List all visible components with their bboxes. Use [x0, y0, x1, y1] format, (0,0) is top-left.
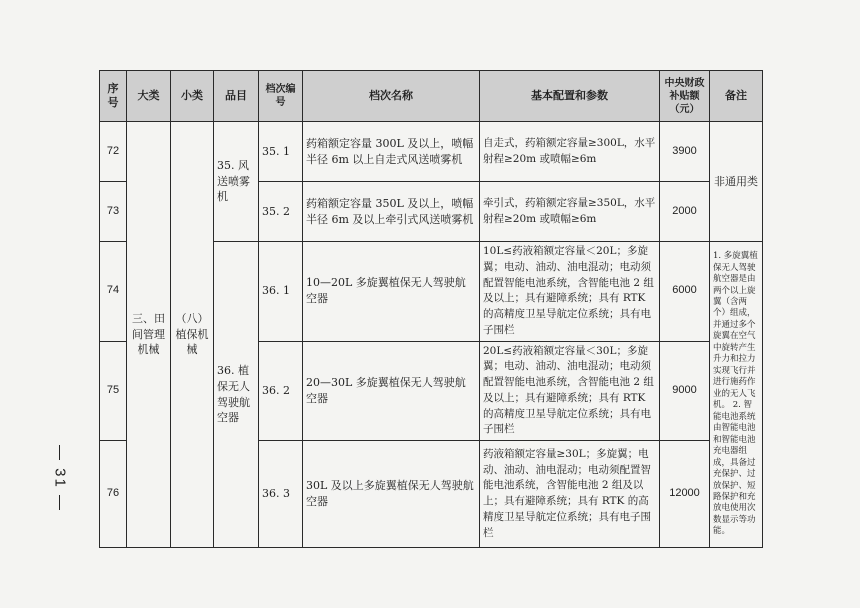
- row-name: 药箱额定容量 350L 及以上，喷幅半径 6m 及以上牵引式风送喷雾机: [303, 182, 480, 242]
- page-number: — 31 —: [51, 444, 69, 513]
- item-35: 35. 风送喷雾机: [214, 122, 259, 242]
- row-seq: 76: [100, 441, 127, 548]
- header-remark: 备注: [710, 71, 763, 122]
- header-tier-name: 档次名称: [303, 71, 480, 122]
- row-amount: 9000: [660, 341, 710, 441]
- subsidy-table: [99, 70, 763, 548]
- row-config: 10L≤药液箱额定容量＜20L；多旋翼；电动、油动、油电混动；电动须配置智能电池系统，含智能电池 2 组及以上；具有避障系统；具有 RTK 的高精度卫星导航定位系统；具有电子围栏: [480, 242, 660, 342]
- row-config: 牵引式，药箱额定容量≥350L，水平射程≥20m 或喷幅≥6m: [480, 182, 660, 242]
- row-code: 36. 2: [259, 341, 303, 441]
- row-code: 36. 1: [259, 242, 303, 342]
- row-amount: 6000: [660, 242, 710, 342]
- row-amount: 12000: [660, 441, 710, 548]
- row-seq: 75: [100, 341, 127, 441]
- remark-non-general: 非通用类: [710, 122, 763, 242]
- header-tier-code: 档次编号: [259, 71, 303, 122]
- row-name: 20—30L 多旋翼植保无人驾驶航空器: [303, 341, 480, 441]
- table-row: [100, 122, 763, 182]
- header-config: 基本配置和参数: [480, 71, 660, 122]
- row-code: 36. 3: [259, 441, 303, 548]
- row-config: 自走式，药箱额定容量≥300L，水平射程≥20m 或喷幅≥6m: [480, 122, 660, 182]
- header-seq: 序号: [100, 71, 127, 122]
- row-config: 20L≤药液箱额定容量＜30L；多旋翼；电动、油动、油电混动；电动须配置智能电池系统，含智能电池 2 组及以上；具有避障系统；具有 RTK 的高精度卫星导航定位系统；具有电子围栏: [480, 341, 660, 441]
- row-amount: 2000: [660, 182, 710, 242]
- row-seq: 73: [100, 182, 127, 242]
- remark-uav-definition: 1. 多旋翼植保无人驾驶航空器是由两个以上旋翼（含两个）组成，并通过多个旋翼在空气中旋转产生升力和拉力实现飞行并进行施药作业的无人飞机。 2. 智能电池系统由智能电池和智能电池充电器组成，具备过充保护、过放保护、短路保护和充放电使用次数显示等功能。: [710, 242, 763, 548]
- item-36: 36. 植保无人驾驶航空器: [214, 242, 259, 548]
- row-code: 35. 2: [259, 182, 303, 242]
- header-row: [100, 71, 763, 122]
- header-subsidy: 中央财政补贴额（元）: [660, 71, 710, 122]
- row-seq: 72: [100, 122, 127, 182]
- row-name: 药箱额定容量 300L 及以上，喷幅半径 6m 以上自走式风送喷雾机: [303, 122, 480, 182]
- row-name: 30L 及以上多旋翼植保无人驾驶航空器: [303, 441, 480, 548]
- header-minor: 小类: [171, 71, 214, 122]
- minor-category: （八）植保机械: [171, 122, 214, 548]
- row-seq: 74: [100, 242, 127, 342]
- row-config: 药液箱额定容量≥30L；多旋翼；电动、油动、油电混动；电动须配置智能电池系统，含智能电池 2 组及以上；具有避障系统；具有 RTK 的高精度卫星导航定位系统；具有电子围栏: [480, 441, 660, 548]
- header-item: 品目: [214, 71, 259, 122]
- row-name: 10—20L 多旋翼植保无人驾驶航空器: [303, 242, 480, 342]
- major-category: 三、田间管理机械: [127, 122, 171, 548]
- header-major: 大类: [127, 71, 171, 122]
- row-code: 35. 1: [259, 122, 303, 182]
- row-amount: 3900: [660, 122, 710, 182]
